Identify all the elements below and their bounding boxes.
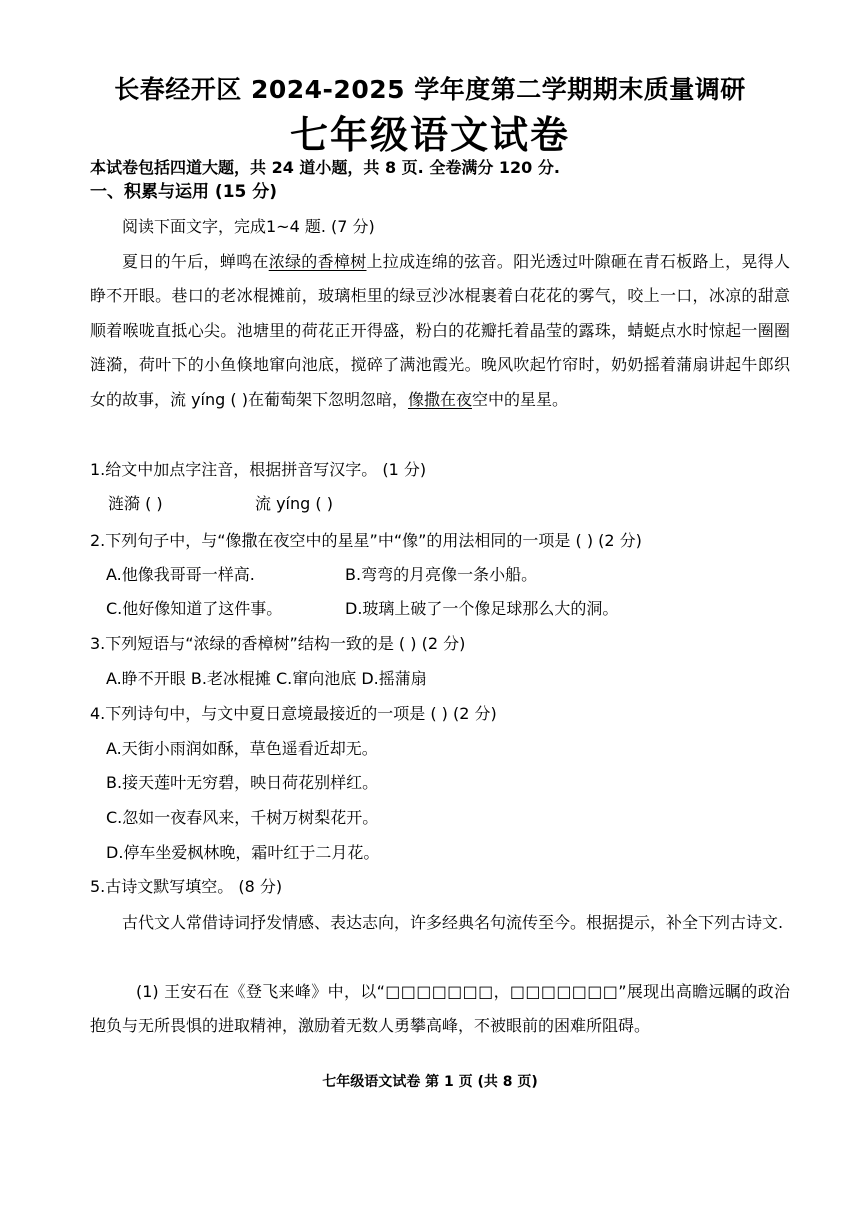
underlined-phrase: 像撒在夜 <box>407 389 472 409</box>
q3-options: A.睁不开眼 B.老冰棍摊 C.窜向池底 D.摇蒲扇 <box>106 669 427 688</box>
q4-option-a: A.天街小雨润如酥，草色遥看近却无。 <box>106 739 378 758</box>
question-2: 2.下列句子中，与“像撒在夜空中的星星”中“像”的用法相同的一项是 ( ) (2 分) <box>90 531 642 550</box>
passage-text: 夏日的午后，蝉鸣在 <box>122 252 269 271</box>
reading-passage <box>90 245 790 417</box>
q2-option-c: C.他好像知道了这件事。 <box>106 599 283 618</box>
page-footer: 七年级语文试卷 第 1 页 (共 8 页) <box>322 1074 538 1090</box>
exam-intro: 本试卷包括四道大题，共 24 道小题，共 8 页. 全卷满分 120 分. <box>90 158 560 177</box>
reading-instruction: 阅读下面文字，完成1~4 题. (7 分) <box>122 217 375 236</box>
q4-option-b: B.接天莲叶无穷碧，映日荷花别样红。 <box>106 773 379 792</box>
exam-title: 长春经开区 2024-2025 学年度第二学期期末质量调研 <box>114 75 746 104</box>
q4-option-d: D.停车坐爱枫林晚，霜叶红于二月花。 <box>106 843 380 862</box>
exam-subtitle: 七年级语文试卷 <box>289 112 570 157</box>
section-heading: 一、积累与运用 (15 分) <box>90 182 278 202</box>
question-5: 5.古诗文默写填空。 (8 分) <box>90 877 283 896</box>
q2-option-d: D.玻璃上破了一个像足球那么大的洞。 <box>345 599 619 618</box>
q2-option-b: B.弯弯的月亮像一条小船。 <box>345 565 538 584</box>
q2-option-a: A.他像我哥哥一样高. <box>106 565 255 584</box>
question-1: 1.给文中加点字注音，根据拼音写汉字。 (1 分) <box>90 460 427 479</box>
q5-sub-1: (1) 王安石在《登飞来峰》中，以“□□□□□□□，□□□□□□□”展现出高瞻远瞩的政治抱负与无所畏惧的进取精神，激励着无数人勇攀高峰，不被眼前的困难所阻碍。 <box>90 982 790 1036</box>
q1-blank-b: 流 yíng ( ) <box>255 494 333 513</box>
q1-blank-a: 涟漪 ( ) <box>108 494 163 513</box>
question-4: 4.下列诗句中，与文中夏日意境最接近的一项是 ( ) (2 分) <box>90 704 497 723</box>
q5-intro: 古代文人常借诗词抒发情感、表达志向，许多经典名句流传至今。根据提示，补全下列古诗文. <box>122 913 784 932</box>
underlined-phrase: 浓绿的香樟树 <box>268 252 367 271</box>
question-3: 3.下列短语与“浓绿的香樟树”结构一致的是 ( ) (2 分) <box>90 634 466 653</box>
passage-text: 上拉成连绵的弦音。阳光透过叶隙砸在青石板路上，晃得人睁不开眼。巷口的老冰棍摊前，玻璃柜里的绿豆沙冰棍裹着白花花的雾气，咬上一口，冰凉的甜意顺着喉咙直抵心尖。池塘里的荷花正开得盛，粉白的花瓣托着晶莹的露珠，蜻蜓点水时惊起一圈圈涟漪，荷叶下的小鱼倏地窜向池底，搅碎了满池霞光。晚风吹起竹帘时，奶奶摇着蒲扇讲起牛郎织女的故事，流 yíng ( )在葡萄架下忽明忽暗， <box>90 252 790 409</box>
passage-text: 空中的星星。 <box>471 389 568 409</box>
q4-option-c: C.忽如一夜春风来，千树万树梨花开。 <box>106 808 379 827</box>
